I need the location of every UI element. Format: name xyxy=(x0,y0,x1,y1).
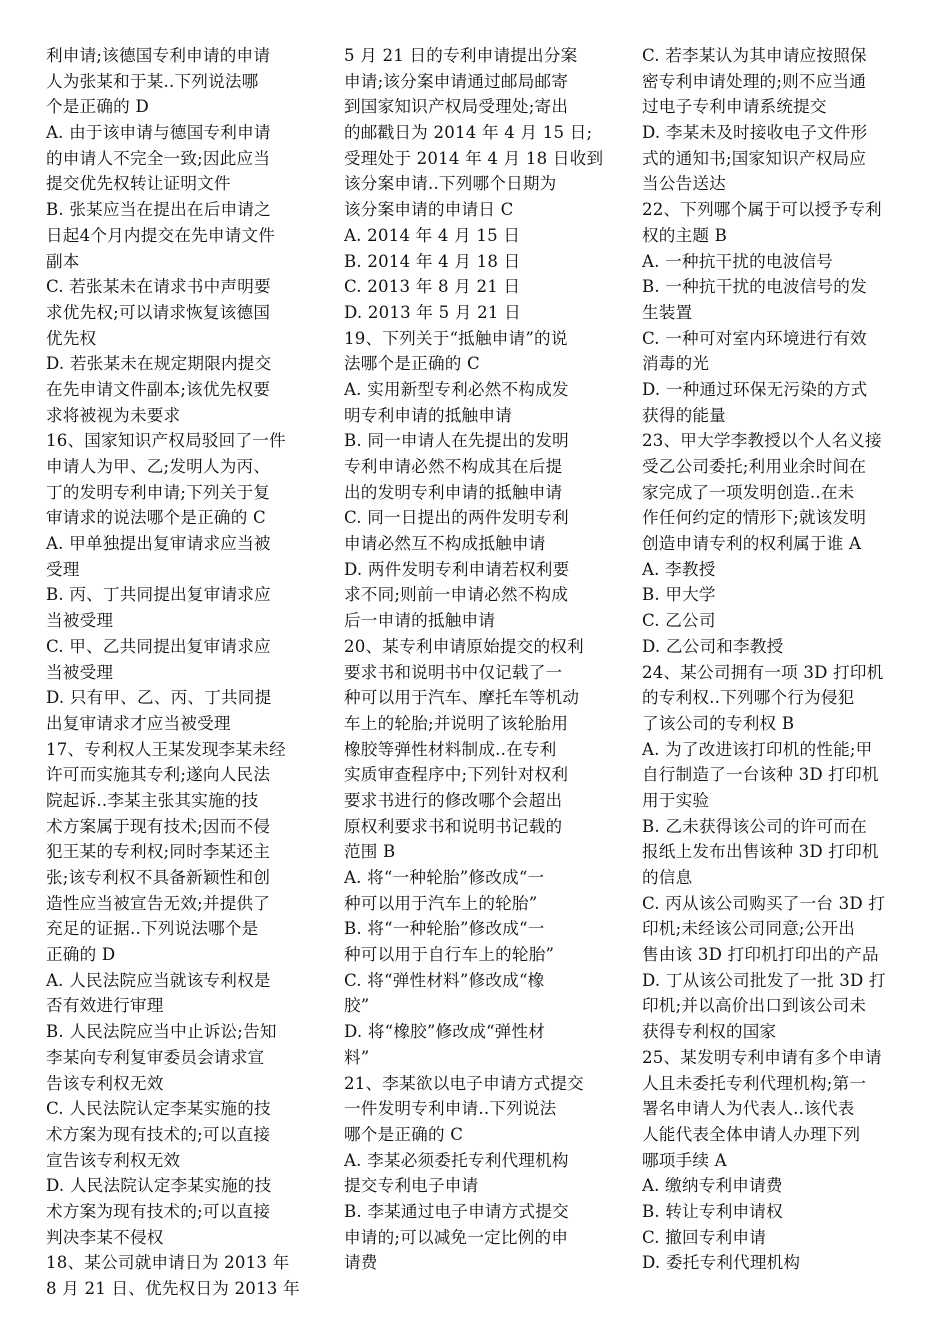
text-line: 24、某公司拥有一项 3D 打印机 xyxy=(642,662,884,682)
text-line: 23、甲大学李教授以个人名义接 xyxy=(642,431,882,451)
text-line: 人且未委托专利代理机构;第一 xyxy=(642,1073,867,1093)
text-line: D. 只有甲、乙、丙、丁共同提 xyxy=(46,688,272,708)
text-line: B. 乙未获得该公司的许可而在 xyxy=(642,816,867,836)
text-line: A. 2014 年 4 月 15 日 xyxy=(344,225,521,245)
text-line: C. 丙从该公司购买了一台 3D 打 xyxy=(642,893,886,913)
text-line: 过电子专利申请系统提交 xyxy=(642,97,827,117)
text-line: 家完成了一项发明创造..在未 xyxy=(642,482,855,502)
text-line: 20、某专利申请原始提交的权利 xyxy=(344,636,584,656)
text-line: 申请;该分案申请通过邮局邮寄 xyxy=(344,71,569,91)
text-line: 术方案属于现有技术;因而不侵 xyxy=(46,816,271,836)
text-line: A. 李某必须委托专利代理机构 xyxy=(344,1150,569,1170)
text-line: 报纸上发布出售该种 3D 打印机 xyxy=(642,842,879,862)
text-line: 犯王某的专利权;同时李某还主 xyxy=(46,842,271,862)
text-line: 术方案为现有技术的;可以直接 xyxy=(46,1124,271,1144)
text-line: 式的通知书;国家知识产权局应 xyxy=(642,148,867,168)
text-line: 一件发明专利申请..下列说法 xyxy=(344,1099,557,1119)
text-line: D. 一种通过环保无污染的方式 xyxy=(642,379,868,399)
text-line: 受理 xyxy=(46,559,80,579)
text-line: A. 一种抗干扰的电波信号 xyxy=(642,251,834,271)
text-line: 明专利申请的抵触申请 xyxy=(344,405,512,425)
text-line: B. 人民法院应当中止诉讼;告知 xyxy=(46,1022,277,1042)
text-line: 张;该专利权不具备新颖性和创 xyxy=(46,868,271,887)
text-line: 申请的;可以减免一定比例的申 xyxy=(344,1227,569,1247)
text-line: B. 甲大学 xyxy=(642,585,716,605)
text-line: 正确的 D xyxy=(46,945,116,965)
text-line: C. 若张某未在请求书中声明要 xyxy=(46,277,271,297)
text-line: 当被受理 xyxy=(46,611,114,631)
text-line: 车上的轮胎;并说明了该轮胎用 xyxy=(344,713,569,733)
text-line: 审请求的说法哪个是正确的 C xyxy=(46,508,266,528)
text-line: 李某向专利复审委员会请求宣 xyxy=(46,1047,265,1067)
text-line: 了该公司的专利权 B xyxy=(642,713,795,733)
text-line: 范围 B xyxy=(344,842,396,862)
text-line: 哪个是正确的 C xyxy=(344,1124,464,1144)
text-line: 权的主题 B xyxy=(642,225,728,245)
text-line: 宣告该专利权无效 xyxy=(46,1150,181,1170)
text-line: 人为张某和于某..下列说法哪 xyxy=(46,71,259,91)
text-line: D. 李某未及时接收电子文件形 xyxy=(642,123,868,143)
text-line: 的申请人不完全一致;因此应当 xyxy=(46,148,271,168)
text-line: 16、国家知识产权局驳回了一件 xyxy=(46,431,286,451)
text-line: 在先申请文件副本;该优先权要 xyxy=(46,379,271,399)
text-line: C. 一种可对室内环境进行有效 xyxy=(642,328,867,348)
text-line: 胶” xyxy=(344,996,370,1016)
text-line: 该分案申请..下列哪个日期为 xyxy=(344,174,557,194)
text-line: A. 由于该申请与德国专利申请 xyxy=(46,123,271,143)
text-line: 充足的证据..下列说法哪个是 xyxy=(46,919,259,939)
text-line: 17、专利权人王某发现李某未经 xyxy=(46,739,286,759)
text-line: 种可以用于自行车上的轮胎” xyxy=(344,945,555,965)
text-line: 受乙公司委托;利用业余时间在 xyxy=(642,457,867,476)
text-line: C. 同一日提出的两件发明专利 xyxy=(344,508,569,528)
text-line: 实质审查程序中;下列针对权利 xyxy=(344,765,569,785)
text-line: 5 月 21 日的专利申请提出分案 xyxy=(344,46,578,65)
text-line: 提交专利电子申请 xyxy=(344,1176,479,1196)
text-line: 种可以用于汽车、摩托车等机动 xyxy=(344,688,580,708)
text-line: D. 若张某未在规定期限内提交 xyxy=(46,354,272,374)
text-line: B. 一种抗干扰的电波信号的发 xyxy=(642,277,867,297)
text-line: 优先权 xyxy=(46,328,97,348)
text-line: 售由该 3D 打印机打印出的产品 xyxy=(642,945,879,965)
text-line: 利申请;该德国专利申请的申请 xyxy=(46,46,271,65)
text-line: 后一申请的抵触申请 xyxy=(344,611,496,631)
text-line: 的专利权..下列哪个行为侵犯 xyxy=(642,688,855,708)
text-line: 料” xyxy=(344,1047,370,1067)
text-line: 专利申请必然不构成其在后提 xyxy=(344,457,563,476)
text-column-left xyxy=(46,43,314,1302)
text-line: D. 人民法院认定李某实施的技 xyxy=(46,1176,272,1196)
text-line: 要求书和说明书中仅记载了一 xyxy=(344,662,563,682)
text-line: 作任何约定的情形下;就该发明 xyxy=(642,508,867,528)
text-line: 8 月 21 日、优先权日为 2013 年 xyxy=(46,1279,300,1298)
text-line: A. 为了改进该打印机的性能;甲 xyxy=(642,739,873,759)
text-line: B. 张某应当在提出在后申请之 xyxy=(46,200,271,220)
text-line: A. 实用新型专利必然不构成发 xyxy=(344,379,569,399)
text-line: C. 甲、乙共同提出复审请求应 xyxy=(46,636,271,656)
text-line: B. 李某通过电子申请方式提交 xyxy=(344,1201,569,1221)
text-line: C. 将“弹性材料”修改成“橡 xyxy=(344,970,545,990)
text-line: D. 两件发明专利申请若权利要 xyxy=(344,559,570,579)
text-line: B. 丙、丁共同提出复审请求应 xyxy=(46,585,271,605)
text-line: 个是正确的 D xyxy=(46,97,149,117)
text-column-middle xyxy=(344,43,612,1276)
text-line: 出的发明专利申请的抵触申请 xyxy=(344,482,563,502)
text-line: 申请必然互不构成抵触申请 xyxy=(344,534,546,554)
text-line: 判决李某不侵权 xyxy=(46,1227,164,1247)
text-line: D. 将“橡胶”修改成“弹性材 xyxy=(344,1022,546,1042)
text-line: 人能代表全体申请人办理下列 xyxy=(642,1124,861,1144)
text-line: 哪项手续 A xyxy=(642,1150,727,1170)
text-line: D. 2013 年 5 月 21 日 xyxy=(344,302,521,322)
text-line: 获得专利权的国家 xyxy=(642,1022,777,1042)
text-line: 告该专利权无效 xyxy=(46,1073,164,1093)
text-line: 印机;并以高价出口到该公司未 xyxy=(642,996,867,1016)
text-line: C. 2013 年 8 月 21 日 xyxy=(344,277,521,297)
text-line: 的信息 xyxy=(642,868,693,887)
text-line: D. 乙公司和李教授 xyxy=(642,636,784,656)
text-line: 原权利要求书和说明书记载的 xyxy=(344,816,563,836)
text-line: 当被受理 xyxy=(46,662,114,682)
text-line: 到国家知识产权局受理处;寄出 xyxy=(344,97,569,117)
text-line: 用于实验 xyxy=(642,790,710,810)
text-line: 种可以用于汽车上的轮胎” xyxy=(344,893,538,913)
text-column-right xyxy=(642,43,910,1276)
text-line: 受理处于 2014 年 4 月 18 日收到 xyxy=(344,148,604,168)
text-line: 丁的发明专利申请;下列关于复 xyxy=(46,482,271,502)
text-line: 出复审请求才应当被受理 xyxy=(46,713,231,733)
text-line: 获得的能量 xyxy=(642,405,726,425)
text-line: 造性应当被宣告无效;并提供了 xyxy=(46,893,271,913)
text-line: 否有效进行审理 xyxy=(46,996,164,1016)
text-line: 橡胶等弹性材料制成..在专利 xyxy=(344,739,557,759)
text-line: A. 人民法院应当就该专利权是 xyxy=(46,970,271,990)
text-line: C. 人民法院认定李某实施的技 xyxy=(46,1099,271,1119)
text-line: 求将被视为未要求 xyxy=(46,405,181,425)
text-line: 印机;未经该公司同意;公开出 xyxy=(642,919,856,939)
text-line: 25、某发明专利申请有多个申请 xyxy=(642,1047,882,1067)
text-line: 署名申请人为代表人..该代表 xyxy=(642,1099,855,1119)
text-line: 求优先权;可以请求恢复该德国 xyxy=(46,302,271,322)
text-line: A. 李教授 xyxy=(642,559,716,579)
text-line: 该分案申请的申请日 C xyxy=(344,200,514,220)
text-line: 法哪个是正确的 C xyxy=(344,354,480,374)
text-line: C. 撤回专利申请 xyxy=(642,1227,767,1247)
text-line: D. 丁从该公司批发了一批 3D 打 xyxy=(642,970,886,990)
text-line: 请费 xyxy=(344,1253,378,1273)
text-line: 副本 xyxy=(46,251,80,271)
text-line: B. 同一申请人在先提出的发明 xyxy=(344,431,569,451)
text-line: 申请人为甲、乙;发明人为丙、 xyxy=(46,457,271,476)
text-line: 的邮戳日为 2014 年 4 月 15 日; xyxy=(344,123,593,143)
text-line: 21、李某欲以电子申请方式提交 xyxy=(344,1073,584,1093)
text-line: 密专利申请处理的;则不应当通 xyxy=(642,71,867,91)
text-line: 消毒的光 xyxy=(642,354,710,374)
text-line: 术方案为现有技术的;可以直接 xyxy=(46,1201,271,1221)
text-line: 创造申请专利的权利属于谁 A xyxy=(642,534,862,554)
text-line: 自行制造了一台该种 3D 打印机 xyxy=(642,765,879,785)
text-line: 院起诉..李某主张其实施的技 xyxy=(46,790,259,810)
text-line: B. 将“一种轮胎”修改成“一 xyxy=(344,919,545,939)
text-line: 要求书进行的修改哪个会超出 xyxy=(344,790,563,810)
text-line: 日起4个月内提交在先申请文件 xyxy=(46,225,276,245)
text-line: 求不同;则前一申请必然不构成 xyxy=(344,585,569,605)
text-line: 提交优先权转让证明文件 xyxy=(46,174,231,194)
text-line: 生装置 xyxy=(642,302,693,322)
text-line: 19、下列关于“抵触申请”的说 xyxy=(344,328,568,348)
text-line: D. 委托专利代理机构 xyxy=(642,1253,801,1273)
text-line: 当公告送达 xyxy=(642,174,726,194)
text-line: C. 乙公司 xyxy=(642,611,716,631)
text-line: 许可而实施其专利;遂向人民法 xyxy=(46,765,271,785)
text-line: 22、下列哪个属于可以授予专利 xyxy=(642,200,882,220)
text-line: B. 转让专利申请权 xyxy=(642,1201,783,1221)
text-line: B. 2014 年 4 月 18 日 xyxy=(344,251,521,271)
text-line: A. 将“一种轮胎”修改成“一 xyxy=(344,868,545,887)
text-line: A. 缴纳专利申请费 xyxy=(642,1176,783,1196)
text-line: C. 若李某认为其申请应按照保 xyxy=(642,46,867,65)
text-line: 18、某公司就申请日为 2013 年 xyxy=(46,1253,290,1273)
text-line: A. 甲单独提出复审请求应当被 xyxy=(46,534,271,554)
